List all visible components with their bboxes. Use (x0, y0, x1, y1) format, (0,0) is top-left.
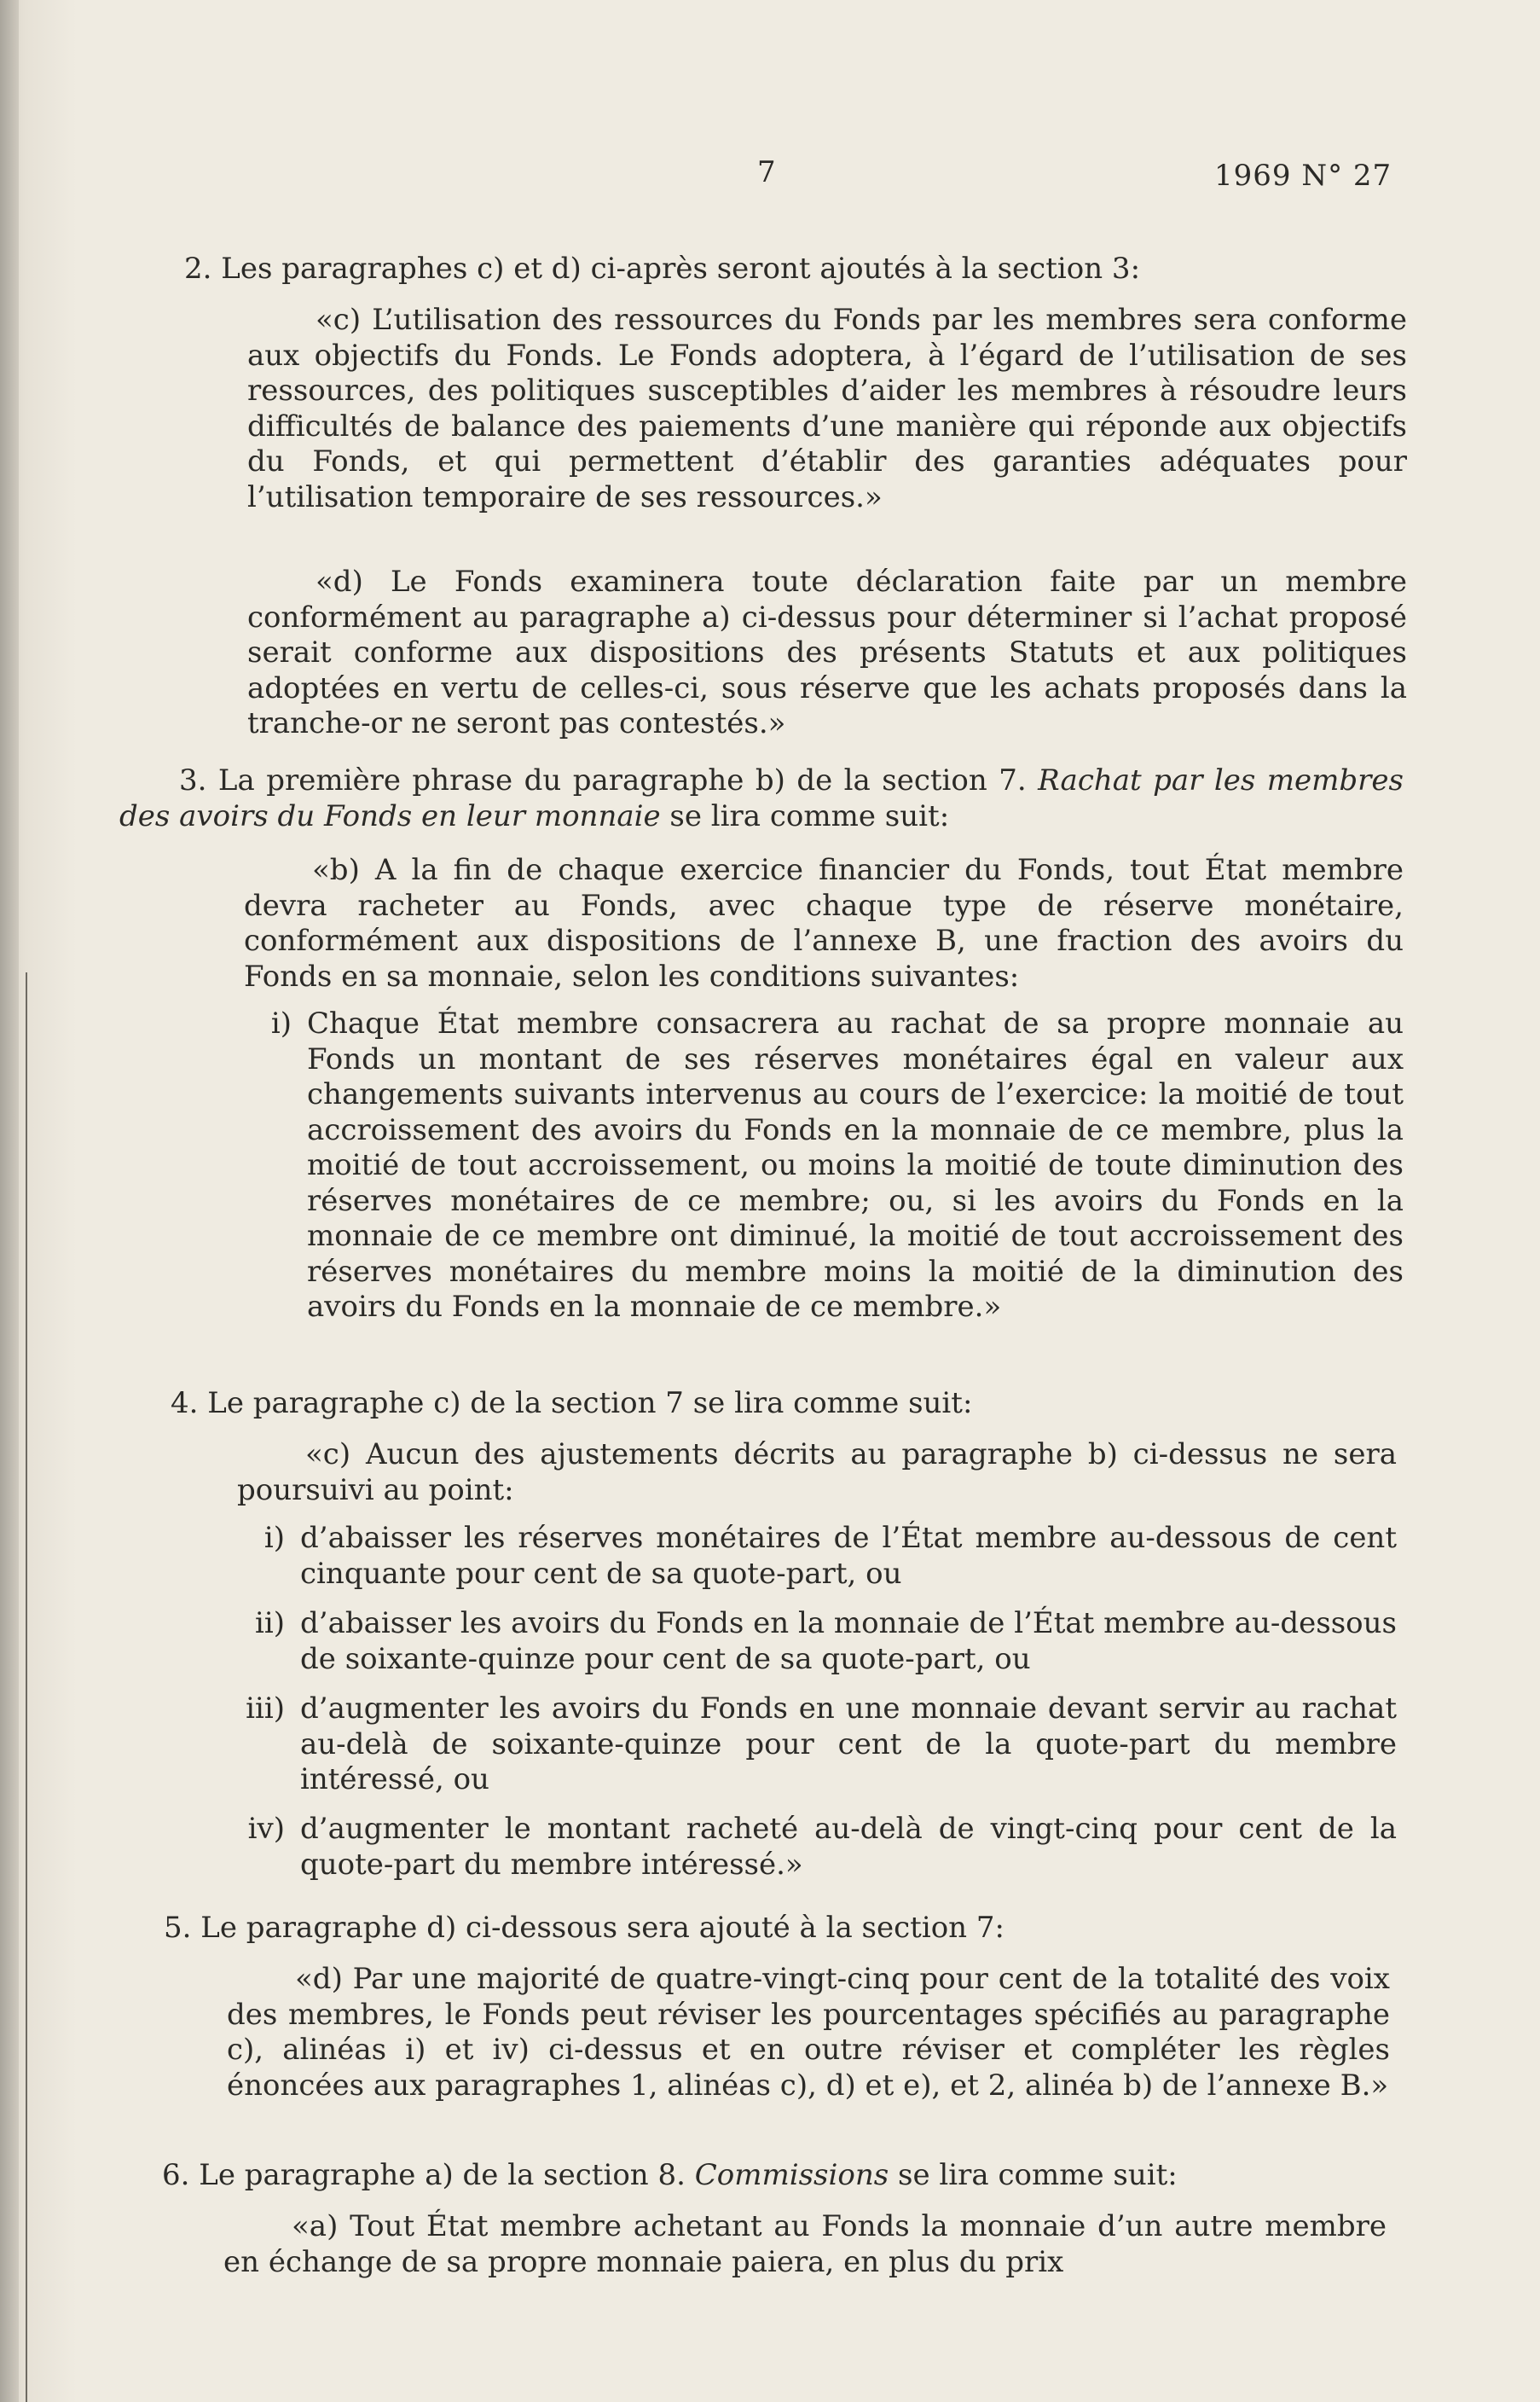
paragraph-3 (119, 763, 1404, 834)
paragraph-2c: «c) L’utilisation des ressources du Fonds par les membres sera conforme aux objectifs du Fonds. Le Fonds adoptera, à l’égard de l’utilisation de ses ressources, des politiques susceptibles d’aider les membres à résoudre leurs difficultés de balance des paiements d’une manière qui réponde aux objectifs du Fonds, et qui permettent d’établir des garanties adéquates pour l’utilisation temporaire de ses ressources.» (247, 303, 1407, 514)
section-title-commissions: Commissions (694, 2158, 889, 2192)
document-reference: 1969 N° 27 (1214, 159, 1392, 193)
paragraph-4: 4. Le paragraphe c) de la section 7 se lira comme suit: (171, 1386, 973, 1420)
margin-bar (26, 972, 27, 2402)
paragraph-3-suffix: se lira comme suit: (660, 798, 950, 833)
item-marker: iii) (246, 1691, 285, 1726)
item-marker: i) (263, 1521, 285, 1555)
paragraph-5: 5. Le paragraphe d) ci-dessous sera ajouté à la section 7: (164, 1911, 1004, 1945)
page-header (0, 155, 1540, 198)
item-marker: ii) (254, 1606, 285, 1640)
list-item-4-iv (229, 1812, 1397, 1889)
paragraph-2: 2. Les paragraphes c) et d) ci-après seront ajoutés à la section 3: (184, 252, 1141, 286)
item-text: d’abaisser les réserves monétaires de l’État membre au-dessous de cent cinquante pour cent de sa quote-part, ou (300, 1521, 1397, 1591)
item-marker: i) (270, 1007, 292, 1041)
list-item-4-i (229, 1521, 1397, 1598)
item-text: d’augmenter le montant racheté au-delà de vingt-cinq pour cent de la quote-part du membre intéressé.» (300, 1812, 1397, 1882)
item-text: d’augmenter les avoirs du Fonds en une monnaie devant servir au rachat au-delà de soixante-quinze pour cent de la quote-part du membre intéressé, ou (300, 1691, 1397, 1796)
paragraph-6-suffix: se lira comme suit: (889, 2158, 1178, 2192)
paragraph-3b: «b) A la fin de chaque exercice financier du Fonds, tout État membre devra racheter au Fonds, avec chaque type de réserve monétaire, conformément aux dispositions de l’annexe B, une fraction des avoirs du Fonds en sa monnaie, selon les conditions suivantes: (244, 853, 1404, 994)
paragraph-2d: «d) Le Fonds examinera toute déclaration faite par un membre conformément au paragraphe a) ci-dessus pour déterminer si l’achat proposé serait conforme aux dispositions des présents Statuts et aux politiques adoptées en vertu de celles-ci, sous réserve que les achats proposés dans la tranche-or ne seront pas contestés.» (247, 565, 1407, 740)
list-item-3-i (247, 1007, 1404, 1382)
paragraph-4c: «c) Aucun des ajustements décrits au paragraphe b) ci-dessus ne sera poursuivi au point: (237, 1437, 1397, 1507)
paragraph-3-text: 3. La première phrase du paragraphe b) de la section 7. (179, 763, 1039, 798)
list-item-4-iii (229, 1691, 1397, 1802)
paragraph-5d: «d) Par une majorité de quatre-vingt-cinq pour cent de la totalité des voix des membres, le Fonds peut réviser les pourcentages spécifiés au paragraphe c), alinéas i) et iv) ci-dessus et en outre réviser et compléter les règles énoncées aux paragraphes 1, alinéas c), d) et e), et 2, alinéa b) de l’annexe B.» (227, 1962, 1390, 2103)
book-gutter (0, 0, 19, 2402)
paragraph-6-text: 6. Le paragraphe a) de la section 8. (162, 2158, 695, 2192)
item-marker: iv) (247, 1812, 285, 1846)
page-number: 7 (757, 155, 776, 189)
item-text: d’abaisser les avoirs du Fonds en la monnaie de l’État membre au-dessous de soixante-quinze pour cent de sa quote-part, ou (300, 1606, 1397, 1676)
item-text: Chaque État membre consacrera au rachat de sa propre monnaie au Fonds un montant de ses réserves monétaires égal en valeur aux changements suivants intervenus au cours de l’exercice: la moitié de tout accroissement des avoirs du Fonds en la monnaie de ce membre, plus la moitié de tout accroissement, ou moins la moitié de toute diminution des réserves monétaires de ce membre; ou, si les avoirs du Fonds en la monnaie de ce membre ont diminué, la moitié de tout accroissement des réserves monétaires du membre moins la moitié de la diminution des avoirs du Fonds en la monnaie de ce membre.» (307, 1007, 1404, 1324)
section-title-rachat: Rachat par les membres des avoirs du Fonds en leur monnaie (119, 763, 1404, 833)
paragraph-6a: «a) Tout État membre achetant au Fonds la monnaie d’un autre membre en échange de sa propre monnaie paiera, en plus du prix (223, 2209, 1387, 2279)
list-item-4-ii (229, 1606, 1397, 1683)
paragraph-6 (162, 2158, 1390, 2194)
